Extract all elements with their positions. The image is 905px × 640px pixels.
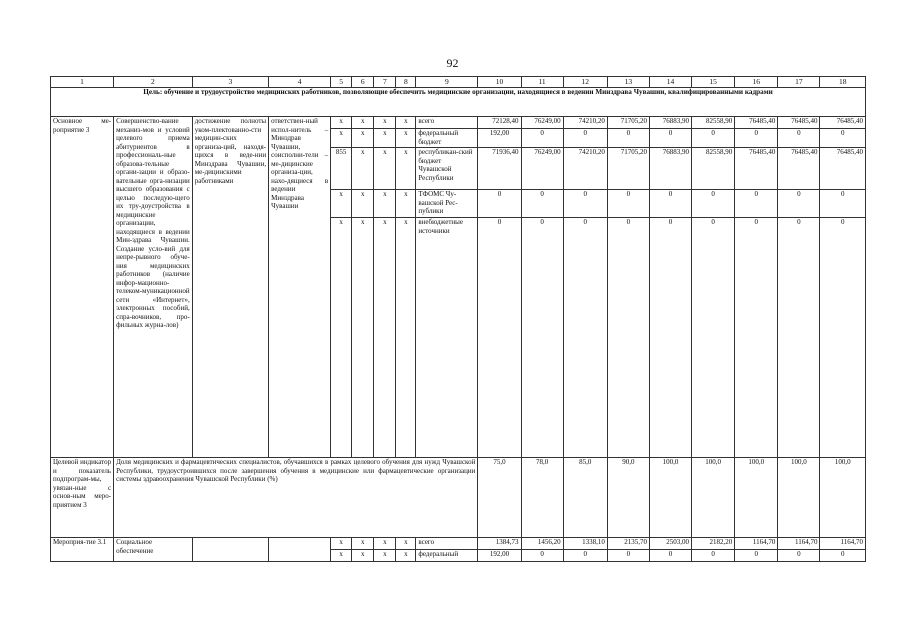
cell: 0 [649,129,691,148]
column-number: 9 [416,77,478,88]
cell: х [331,190,352,218]
cell: 2182,20 [692,538,735,550]
column-number: 18 [820,77,866,88]
cell: 2503,00 [649,538,691,550]
cell: х [396,129,416,148]
column-number: 15 [692,77,735,88]
column-number: 5 [331,77,352,88]
cell: х [396,538,416,550]
cell: 0 [521,190,563,218]
funding-source: всего [416,117,478,129]
cell: 76249,00 [521,148,563,190]
cell: 76883,90 [649,148,691,190]
cell: 100,0 [649,458,691,538]
cell: х [331,538,352,550]
cell: 100,0 [778,458,820,538]
cell: 0 [563,190,607,218]
cell: 71936,40 [478,148,521,190]
cell: 0 [778,190,820,218]
funding-source: федеральный бюджет [416,129,478,148]
cell [269,538,331,562]
cell: 0 [563,550,607,562]
column-number: 17 [778,77,820,88]
column-number: 8 [396,77,416,88]
cell: 0 [692,218,735,458]
cell: 78,0 [521,458,563,538]
cell: 76249,00 [521,117,563,129]
cell: 0 [820,190,866,218]
cell: 0 [521,218,563,458]
cell: 2135,70 [607,538,649,550]
cell: 76485,40 [820,117,866,129]
cell: 0 [607,218,649,458]
column-number: 13 [607,77,649,88]
measure-description: Социальное обеспечение [114,538,193,562]
cell: х [331,117,352,129]
column-number: 6 [352,77,374,88]
cell: 0 [649,218,691,458]
cell: 82558,90 [692,148,735,190]
cell: 0 [649,190,691,218]
main-event-label: Основное ме-роприятие 3 [51,117,114,458]
cell: 0 [778,129,820,148]
cell: 76485,40 [735,148,778,190]
cell: 75,0 [478,458,521,538]
column-number: 7 [374,77,396,88]
column-number: 2 [114,77,193,88]
cell: 0 [820,218,866,458]
cell: 192,00 [478,550,521,562]
cell: х [374,218,396,458]
table-row [51,538,866,550]
cell: 0 [607,190,649,218]
cell: 100,0 [692,458,735,538]
cell: 1338,10 [563,538,607,550]
cell: 0 [735,190,778,218]
cell: 0 [521,129,563,148]
indicator-label: Целевой индикатор и показатель подпрограм-мы, увязан-ные с основ-ным меро-приятием 3 [51,458,114,538]
measure-label: Мероприя-тие 3.1 [51,538,114,562]
cell: 0 [563,129,607,148]
funding-source: всего [416,538,478,550]
cell: х [374,129,396,148]
cell: 76485,40 [778,148,820,190]
cell: х [352,538,374,550]
cell: х [374,117,396,129]
cell: 76485,40 [820,148,866,190]
cell: 76485,40 [735,117,778,129]
column-number: 1 [51,77,114,88]
cell: 82558,90 [692,117,735,129]
indicator-row [51,458,866,538]
cell: 1164,70 [735,538,778,550]
cell: 100,0 [735,458,778,538]
cell: 0 [735,218,778,458]
cell: х [396,218,416,458]
cell: х [396,190,416,218]
cell: 0 [692,190,735,218]
column-number: 11 [521,77,563,88]
cell: 0 [778,550,820,562]
cell: 0 [607,550,649,562]
cell: 85,0 [563,458,607,538]
cell: 0 [820,550,866,562]
cell: 855 [331,148,352,190]
cell: х [352,218,374,458]
cell: 0 [692,550,735,562]
cell: 72128,40 [478,117,521,129]
funding-source: внебюджетные источники [416,218,478,458]
main-event-description: Совершенство-вание механиз-мов и условий целевого приема абитуриентов в профессиональ-ные образова-тельные органи-зации и образо-вательные орга-низации высшего образования с целью последую-щего их тру-доустройства в медицинские организации, находящиеся в ведении Мин-здрава Чувашии. Создание усло-вий для непре-рывного обуче-ния медицинских работников (наличие инфор-мационно-телеком-муникационной сети «Интернет», электронных пособий, спра-вочников, про-фильных журна-лов) [114,117,193,458]
funding-source: республикан-ский бюджет Чувашской Республики [416,148,478,190]
cell: х [374,190,396,218]
goal-row [51,88,866,117]
cell: х [352,190,374,218]
cell: х [396,550,416,562]
main-event-executor: ответствен-ный испол-нитель – Минздрав Чувашии, соисполни-тели – ме-дицинские организа-ции, нахо-дящиеся в ведении Минздрава Чувашии [269,117,331,458]
cell: х [352,550,374,562]
cell: х [374,148,396,190]
cell: 0 [563,218,607,458]
cell: 0 [692,129,735,148]
column-number: 4 [269,77,331,88]
header-row [51,77,866,88]
cell: х [331,129,352,148]
funding-source: ТФОМС Чу-вашской Рес-публики [416,190,478,218]
cell: 1164,70 [778,538,820,550]
cell: х [331,550,352,562]
cell: 71705,20 [607,117,649,129]
cell: 0 [735,550,778,562]
cell: 1164,70 [820,538,866,550]
cell: 74210,20 [563,148,607,190]
cell: 0 [478,190,521,218]
cell: 1384,73 [478,538,521,550]
cell: 0 [607,129,649,148]
budget-table [50,76,866,562]
column-number: 10 [478,77,521,88]
cell: 74210,20 [563,117,607,129]
column-number: 14 [649,77,691,88]
cell: 0 [735,129,778,148]
cell: х [352,129,374,148]
column-number: 3 [192,77,268,88]
cell: 71705,20 [607,148,649,190]
cell: х [374,538,396,550]
cell: 90,0 [607,458,649,538]
cell: х [352,117,374,129]
cell: 1456,20 [521,538,563,550]
cell: 100,0 [820,458,866,538]
column-number: 12 [563,77,607,88]
cell: 0 [478,218,521,458]
table-row [51,117,866,129]
indicator-description: Доля медицинских и фармацевтических специалистов, обучавшихся в рамках целевого обучения для нужд Чувашской Республики, трудоустроившихся после завершения обучения в медицинские или фармацевтические организации системы здравоохранения Чувашской Республики (%) [114,458,478,538]
cell: 0 [521,550,563,562]
page-number: 92 [446,56,459,70]
cell [192,538,268,562]
cell: 76883,90 [649,117,691,129]
cell: х [352,148,374,190]
column-number: 16 [735,77,778,88]
cell: х [396,117,416,129]
funding-source: федеральный [416,550,478,562]
cell: х [331,218,352,458]
cell: х [374,550,396,562]
goal-text: Цель: обучение и трудоустройство медицинских работников, позволяющие обеспечить медицинские организации, находящиеся в ведении Минздрава Чувашии, квалифицированными кадрами [51,88,866,117]
cell: 0 [820,129,866,148]
cell: х [396,148,416,190]
cell: 0 [649,550,691,562]
cell: 76485,40 [778,117,820,129]
cell: 192,00 [478,129,521,148]
main-event-goal: достижение полноты уком-плектованно-сти медицин-ских организа-ций, находя-щихся в веде-нии Минздрава Чувашии, ме-дицинскими работниками [192,117,268,458]
cell: 0 [778,218,820,458]
